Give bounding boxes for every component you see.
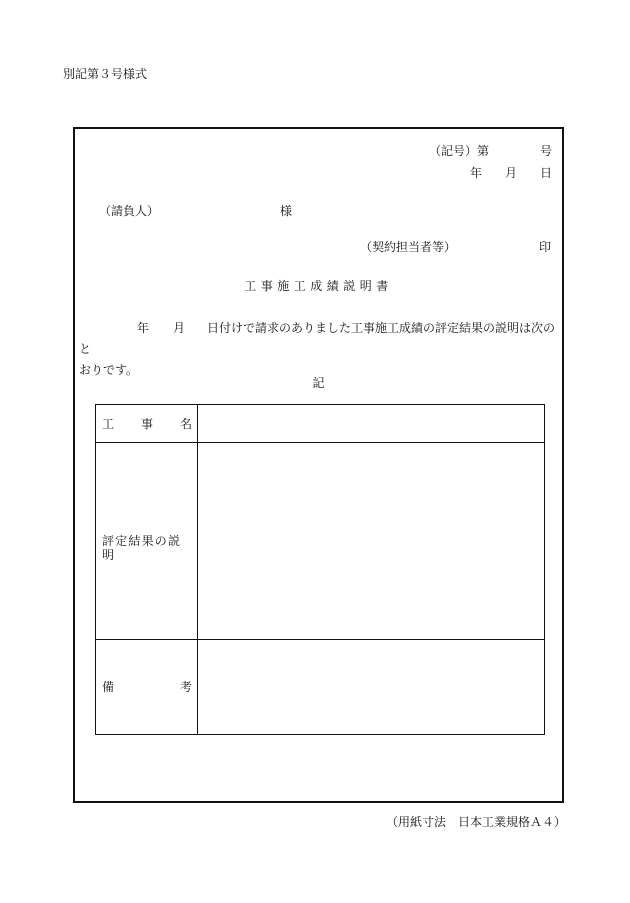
paper-size-note: （用紙寸法 日本工業規格Ａ４） <box>386 815 567 829</box>
doc-number-label: （記号）第 <box>429 144 490 158</box>
detail-table <box>95 404 545 735</box>
intro-year: 年 <box>137 321 150 335</box>
table-row-project-name <box>96 405 544 442</box>
remarks-char: 備 <box>102 680 115 694</box>
document-frame <box>73 127 564 803</box>
table-row-evaluation <box>96 442 544 639</box>
contract-officer-label: （契約担当者等） <box>360 240 457 254</box>
remarks-char: 考 <box>179 680 192 694</box>
document-title: 工事施工成績説明書 <box>244 279 393 293</box>
notation-heading: 記 <box>312 376 325 390</box>
date-day-label: 日 <box>540 166 553 180</box>
doc-number-suffix: 号 <box>540 144 553 158</box>
remarks-header <box>102 680 192 694</box>
table-row-remarks <box>96 639 544 734</box>
intro-paragraph <box>79 318 559 381</box>
project-name-value-cell[interactable] <box>198 405 544 442</box>
project-name-char: 事 <box>140 417 153 431</box>
intro-text-line2: おりです。 <box>79 363 139 377</box>
date-year-label: 年 <box>470 166 483 180</box>
seal-mark: 印 <box>539 240 552 254</box>
project-name-header <box>102 417 192 431</box>
form-label: 別記第３号様式 <box>63 67 148 81</box>
contractor-honorific: 様 <box>280 204 293 218</box>
intro-month: 月 <box>173 321 186 335</box>
intro-text-line1: 日付けで請求のありました工事施工成績の評定結果の説明は次のと <box>79 321 556 356</box>
project-name-char: 工 <box>102 417 115 431</box>
evaluation-header: 評定結果の説明 <box>102 534 182 562</box>
contractor-label: （請負人） <box>99 204 160 218</box>
evaluation-value-cell[interactable] <box>198 443 544 639</box>
remarks-value-cell[interactable] <box>198 640 544 734</box>
project-name-char: 名 <box>179 417 192 431</box>
date-month-label: 月 <box>505 166 518 180</box>
